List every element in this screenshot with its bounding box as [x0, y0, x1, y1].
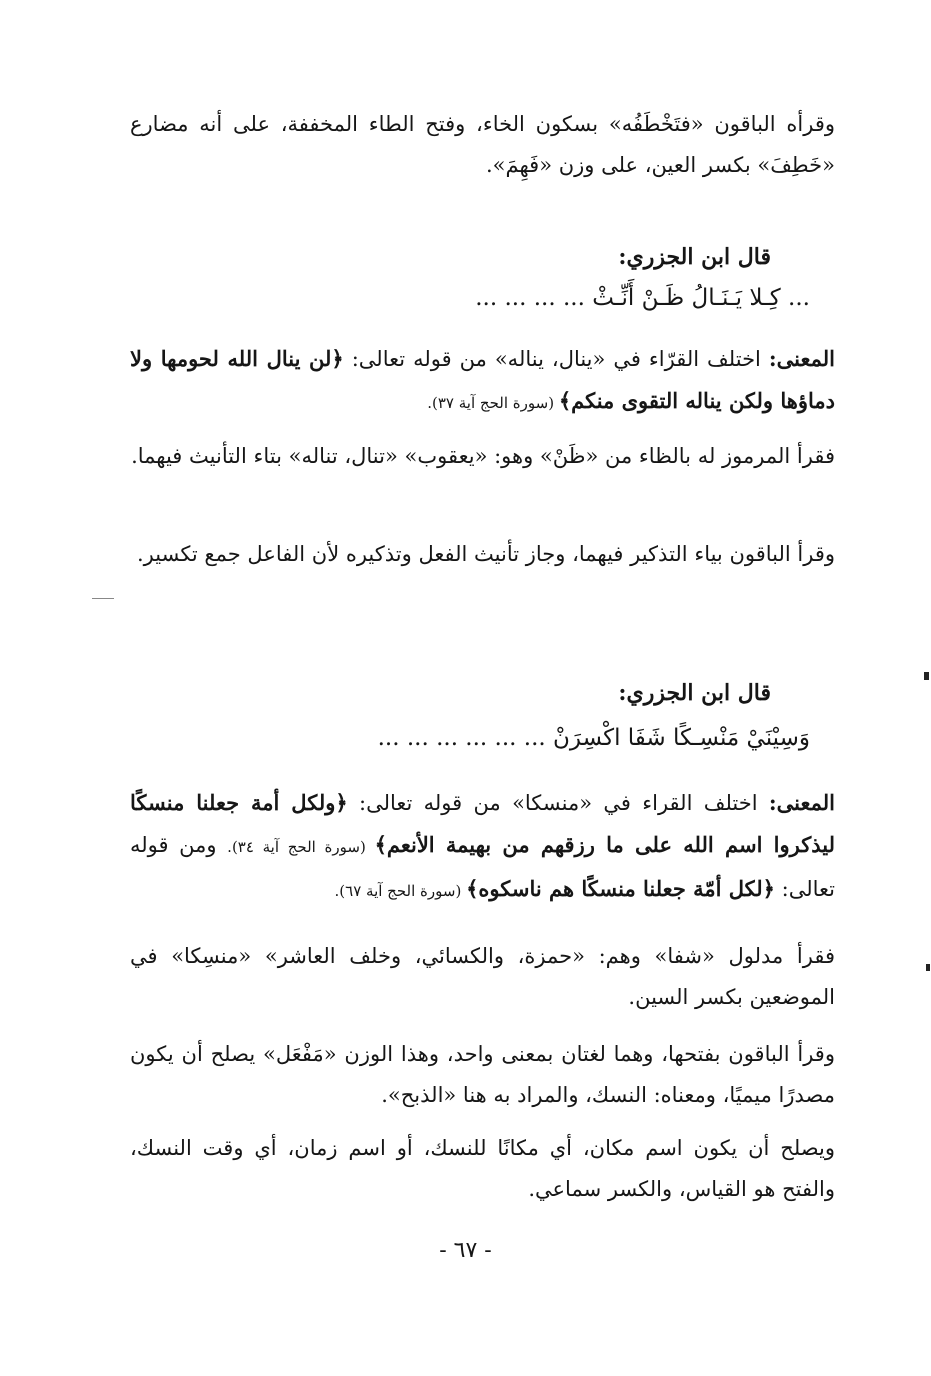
surah-reference: (سورة الحج آية ٣٤). [227, 838, 375, 856]
paragraph-5 [130, 782, 835, 912]
paragraph-2-text: اختلف القرّاء في «ينال، يناله» من قوله تعالى: [343, 347, 769, 371]
meaning-label: المعنى: [768, 346, 835, 371]
heading-ibn-aljazari-1: قال ابن الجزري: [618, 244, 771, 270]
quran-quote: ﴿ولكل أمة جعلنا منسكًا ليذكروا اسم الله على ما رزقهم من بهيمة الأنعم﴾ [130, 790, 835, 857]
scan-mark [924, 672, 929, 680]
quran-quote: ﴿لكل أمّة جعلنا منسكًا هم ناسكوه﴾ [466, 876, 775, 901]
paragraph-4: وقرأ الباقون بياء التذكير فيهما، وجاز تأنيث الفعل وتذكيره لأن الفاعل جمع تكسير. [136, 542, 835, 566]
meaning-label: المعنى: [768, 790, 835, 815]
quran-quote: ﴿لن ينال الله لحومها ولا دماؤها ولكن يناله التقوى منكم﴾ [130, 346, 835, 413]
paragraph-1: وقرأه الباقون «فتَخْطَفُه» بسكون الخاء، وفتح الطاء المخففة، على أنه مضارع «خَطِفَ» بكسر العين، على وزن «فَهِمَ». [130, 112, 835, 177]
scan-mark [926, 964, 930, 971]
scan-mark [92, 598, 114, 599]
paragraph-6: فقرأ مدلول «شفا» وهم: «حمزة، والكسائي، وخلف العاشر» «منسِكا» في الموضعين بكسر السين. [130, 944, 835, 1009]
paragraph-5-text-2: ومن قوله تعالى: [130, 833, 835, 901]
verse-line-2: وَسِيْنَيْ مَنْسِـكًا شَفَا اكْسِرَنْ ... ... ... ... ... ... [377, 725, 810, 751]
page-number: - ٦٧ - [439, 1238, 492, 1263]
surah-reference: (سورة الحج آية ٣٧). [427, 394, 559, 412]
paragraph-3: فقرأ المرموز له بالظاء من «ظَنْ» وهو: «يعقوب» «تنال، تناله» بتاء التأنيث فيهما. [131, 444, 835, 468]
paragraph-8: ويصلح أن يكون اسم مكان، أي مكانًا للنسك، أو اسم زمان، أي وقت النسك، والفتح هو القياس، والكسر سماعي. [130, 1136, 835, 1201]
paragraph-2 [130, 338, 835, 424]
heading-ibn-aljazari-2: قال ابن الجزري: [618, 680, 771, 706]
paragraph-7: وقرأ الباقون بفتحها، وهما لغتان بمعنى واحد، وهذا الوزن «مَفْعَل» يصلح أن يكون مصدرًا ميميًا، ومعناه: النسك، والمراد به هنا «الذبح». [130, 1042, 835, 1107]
paragraph-5-text-1: اختلف القراء في «منسكا» من قوله تعالى: [347, 791, 769, 815]
surah-reference: (سورة الحج آية ٦٧). [334, 882, 467, 900]
verse-line-1: ... كِـلا يَـنَـالُ ظَـنْ أَنِّـثْ ... ... ... ... [475, 285, 810, 311]
